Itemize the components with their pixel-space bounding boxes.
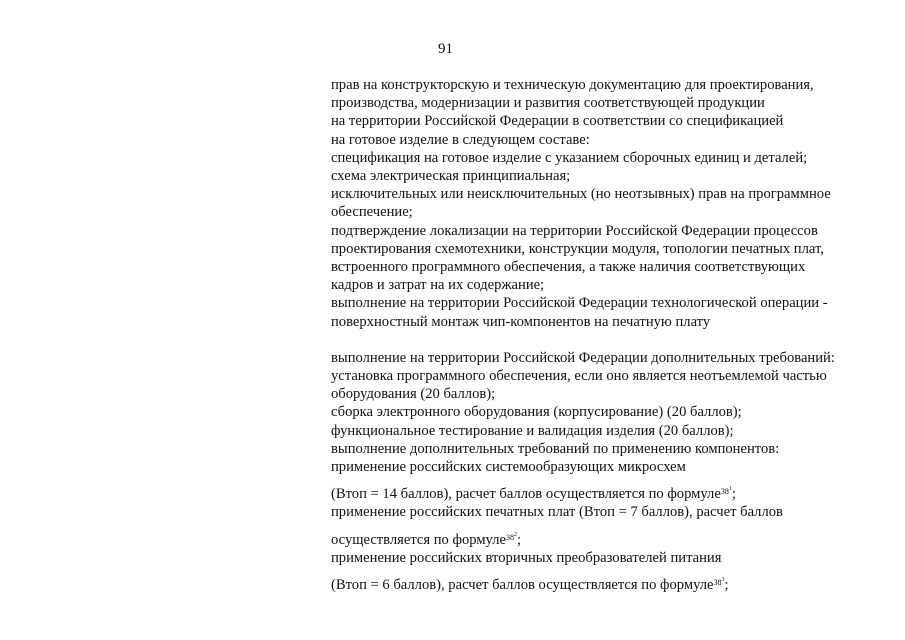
text-line: выполнение на территории Российской Федерации технологической операции -	[331, 295, 828, 312]
text-line: обеспечение;	[331, 204, 413, 221]
text-line: прав на конструкторскую и техническую документацию для проектирования,	[331, 77, 814, 93]
footnote-reference[interactable]: 381	[720, 486, 732, 497]
text-line: исключительных или неисключительных (но неотзывных) прав на программное	[331, 186, 831, 203]
text-line: поверхностный монтаж чип-компонентов на печатную плату	[331, 313, 711, 330]
text-line: на готовое изделие в следующем составе:	[331, 131, 590, 148]
text-line: на территории Российской Федерации в соответствии со спецификацией	[331, 113, 784, 130]
text-line: применение российских печатных плат (Втоп = 7 баллов), расчет баллов	[331, 504, 783, 521]
text-line: проектирования схемотехники, конструкции модуля, топологии печатных плат,	[331, 240, 824, 257]
text-line: схема электрическая принципиальная;	[331, 168, 571, 185]
body-text	[331, 76, 871, 594]
footnote-reference[interactable]: 382	[505, 531, 517, 542]
text-line: встроенного программного обеспечения, а также наличия соответствующих	[331, 259, 806, 276]
formula-line	[331, 485, 871, 503]
text-line: выполнение на территории Российской Федерации дополнительных требований:	[331, 349, 835, 366]
text-line: применение российских вторичных преобразователей питания	[331, 549, 722, 566]
text-line: сборка электронного оборудования (корпусирование) (20 баллов);	[331, 404, 742, 421]
line-end-punct: ;	[724, 577, 729, 594]
formula-line	[331, 576, 871, 594]
text-line: установка программного обеспечения, если оно является неотъемлемой частью	[331, 368, 827, 385]
line-end-punct: ;	[731, 486, 736, 503]
text-line: применение российских системообразующих микросхем	[331, 459, 686, 476]
text-line: оборудования (20 баллов);	[331, 386, 496, 403]
text-line: кадров и затрат на их содержание;	[331, 277, 545, 294]
page-number: 91	[438, 41, 453, 57]
text-line: функциональное тестирование и валидация изделия (20 баллов);	[331, 422, 734, 439]
text-line: подтверждение локализации на территории Российской Федерации процессов	[331, 222, 818, 239]
formula-line-text: (Втоп = 14 баллов), расчет баллов осуществляется по формуле	[331, 486, 721, 503]
text-line: производства, модернизации и развития соответствующей продукции	[331, 95, 765, 112]
footnote-reference[interactable]: 383	[713, 577, 725, 588]
paragraph-gap	[331, 331, 871, 349]
formula-line-text: (Втоп = 6 баллов), расчет баллов осуществляется по формуле	[331, 577, 714, 594]
line-end-punct: ;	[516, 531, 522, 548]
text-line: выполнение дополнительных требований по применению компонентов:	[331, 440, 780, 457]
formula-line-text: осуществляется по формуле	[331, 531, 506, 548]
text-line: спецификация на готовое изделие с указанием сборочных единиц и деталей;	[331, 149, 808, 166]
formula-line	[331, 531, 871, 549]
